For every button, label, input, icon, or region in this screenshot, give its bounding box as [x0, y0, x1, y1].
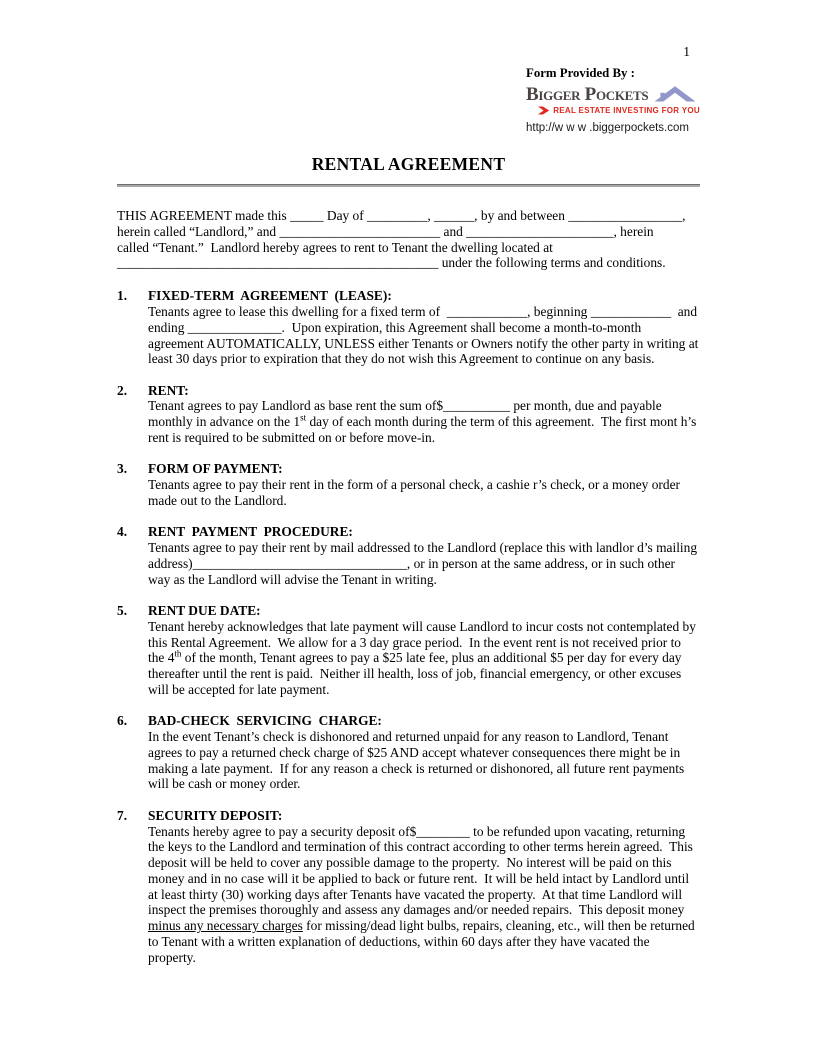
ordinal-superscript: st [300, 412, 307, 423]
section-fixed-term-agreement [117, 288, 700, 367]
title-divider [117, 184, 700, 187]
section-heading: SECURITY DEPOSIT: [148, 807, 283, 823]
house-roof-icon [653, 84, 697, 103]
form-provided-by-text: Form Provided By [526, 66, 628, 80]
body-text: Tenant agrees to pay Landlord as base rent the sum of$__________ per month, due and payable monthly in advance on the 1 [148, 398, 666, 430]
section-body: In the event Tenant’s check is dishonored and returned unpaid for any reason to Landlord, Tenant agrees to pay a returned check charge of $25 AND accept whatever consequences there might be in making a late payment. If for any reason a check is returned or dishonored, all future rent payments will be cash or money order. [148, 729, 688, 792]
logo-tagline: REAL ESTATE INVESTING FOR YOU [553, 106, 700, 115]
section-heading: RENT DUE DATE: [148, 602, 261, 618]
intro-line: THIS AGREEMENT made this _____ Day of _________, ______, by and between _________________, [117, 208, 686, 223]
section-heading: BAD-CHECK SERVICING CHARGE: [148, 713, 382, 729]
document-title: RENTAL AGREEMENT [311, 154, 506, 174]
arrow-icon [538, 106, 549, 115]
website-url: http://w w w .biggerpockets.com [526, 122, 689, 134]
section-heading: RENT: [148, 382, 189, 398]
sections-list [117, 288, 700, 965]
section-heading: FIXED-TERM AGREEMENT (LEASE): [148, 288, 392, 304]
section-body: Tenants agree to pay their rent in the form of a personal check, a cashie r’s check, or a money order made out to the Landlord. [148, 477, 684, 508]
underlined-phrase: minus any necessary charges [148, 918, 303, 934]
body-text: Tenants hereby agree to pay a security deposit of$________ to be refunded upon vacating, returning the keys to the Landlord and termination of this contract according to other terms herein agreed. This deposit will be held to cover any possible damage to the property. No interest will be paid on this money and in no case will it be applied to back or future rent. It will be held intact by Landlord until at least thirty (30) working days after Tenants have vacated the property. At that time Landlord will inspect the premises thoroughly and assess any damages and/or needed repairs. This deposit money [148, 823, 697, 918]
body-text: Tenant hereby acknowledges that late payment will cause Landlord to incur costs not contemplated by this Rental Agreement. We allow for a 3 day grace period. In the event rent is not received prior to the 4 [148, 618, 700, 666]
section-number: 2. [117, 382, 128, 398]
body-text: for missing/dead light bulbs, repairs, cleaning, etc., will then be returned to Tenant with a written explanation of deductions, within 60 days after they have vacated the property. [148, 918, 699, 965]
section-number: 3. [117, 461, 128, 477]
section-heading: RENT PAYMENT PROCEDURE: [148, 524, 353, 540]
intro-line: ________________________________________________ under the following terms and conditions. [117, 255, 666, 271]
section-number: 6. [117, 713, 128, 729]
intro-paragraph [117, 208, 700, 271]
section-rent-payment-procedure [117, 524, 700, 587]
section-form-of-payment [117, 461, 700, 508]
section-number: 5. [117, 602, 128, 618]
biggerpockets-logo [526, 84, 700, 104]
section-number: 4. [117, 524, 128, 540]
body-text: of the month, Tenant agrees to pay a $25 late fee, plus an additional $5 per day for every day thereafter until the rent is paid. Neither ill health, loss of job, financial emergency, or other excuses will be accepted for late payment. [148, 650, 685, 697]
section-heading: FORM OF PAYMENT: [148, 461, 283, 477]
section-body [148, 398, 700, 445]
section-bad-check-servicing-charge [117, 713, 700, 792]
logo-tagline-row [526, 106, 700, 115]
page-number: 1 [683, 44, 690, 59]
intro-line: herein called “Landlord,” and ________________________ and ______________________, herein [117, 223, 654, 239]
section-body: Tenants agree to lease this dwelling for a fixed term of ____________, beginning ____________ and ending ______________. Upon expiration, this Agreement shall become a month-to-month agreement AUTOMATICALLY, UNLESS either Tenants or Owners notify the other party in writing at least 30 days prior to expiration that they do not wish this Agreement to continue on any basis. [148, 303, 702, 367]
intro-line: called “Tenant.” Landlord hereby agrees to rent to Tenant the dwelling located at [117, 239, 553, 255]
logo-wordmark: Bigger Pockets [526, 84, 649, 105]
section-body [148, 824, 700, 966]
section-number: 7. [117, 807, 128, 823]
form-provided-by-label [526, 66, 700, 81]
form-provider-header [526, 66, 700, 134]
section-body: Tenants agree to pay their rent by mail addressed to the Landlord (replace this with landlor d’s mailing address)________________________________, or in person at the same address, or in such other way as the Landlord will advise the Tenant in writing. [148, 540, 701, 587]
ordinal-superscript: th [174, 648, 182, 659]
form-provided-by-colon: : [627, 66, 635, 80]
section-rent-due-date [117, 603, 700, 698]
section-security-deposit [117, 808, 700, 966]
section-number: 1. [117, 288, 128, 304]
section-body [148, 619, 700, 698]
body-text: day of each month during the term of this agreement. The first mont h’s rent is required to be submitted on or before move-in. [148, 414, 700, 446]
section-rent [117, 383, 700, 446]
